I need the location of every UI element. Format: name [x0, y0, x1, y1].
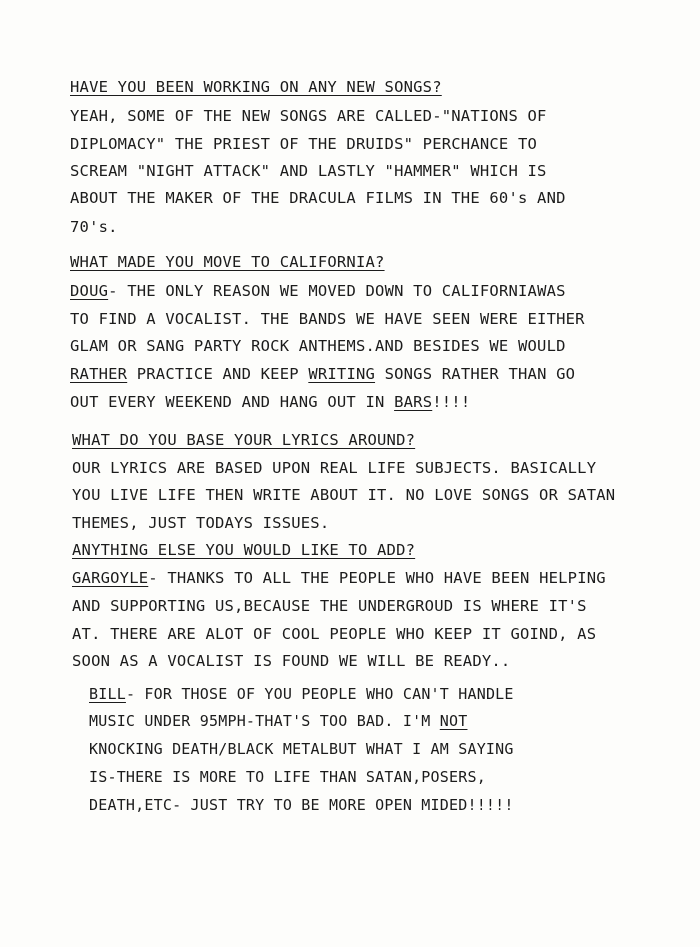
question-anything-else: ANYTHING ELSE YOU WOULD LIKE TO ADD?: [72, 541, 416, 559]
question-lyrics: WHAT DO YOU BASE YOUR LYRICS AROUND?: [72, 431, 416, 449]
answer-line: YOU LIVE LIFE THEN WRITE ABOUT IT. NO LOVE SONGS OR SATAN: [72, 486, 616, 504]
speaker-separator: -: [125, 685, 145, 703]
answer-line: ABOUT THE MAKER OF THE DRACULA FILMS IN THE 60's AND: [70, 189, 566, 207]
answer-text: !!!!: [432, 393, 471, 411]
answer-line: THEMES, JUST TODAYS ISSUES.: [72, 514, 330, 532]
answer-line: GLAM OR SANG PARTY ROCK ANTHEMS.AND BESIDES WE WOULD: [70, 337, 566, 355]
answer-text: PRACTICE AND KEEP: [127, 365, 309, 383]
answer-line: YEAH, SOME OF THE NEW SONGS ARE CALLED-"NATIONS OF: [70, 107, 547, 125]
answer-line: [70, 393, 470, 411]
speaker-separator: -: [148, 569, 168, 587]
answer-line: AT. THERE ARE ALOT OF COOL PEOPLE WHO KEEP IT GOIND, AS: [72, 625, 597, 643]
answer-line: DEATH,ETC- JUST TRY TO BE MORE OPEN MIDED!!!!!: [89, 796, 514, 814]
answer-line: [89, 685, 514, 703]
answer-line: SCREAM "NIGHT ATTACK" AND LASTLY "HAMMER" WHICH IS: [70, 162, 547, 180]
answer-text: FOR THOSE OF YOU PEOPLE WHO CAN'T HANDLE: [144, 685, 514, 703]
answer-text: MUSIC UNDER 95MPH-THAT'S TOO BAD. I'M: [89, 712, 440, 730]
answer-line: OUR LYRICS ARE BASED UPON REAL LIFE SUBJECTS. BASICALLY: [72, 459, 597, 477]
underlined-word: BARS: [394, 393, 433, 411]
underlined-word: RATHER: [70, 365, 128, 383]
answer-text: THANKS TO ALL THE PEOPLE WHO HAVE BEEN HELPING: [167, 569, 606, 587]
answer-line: KNOCKING DEATH/BLACK METALBUT WHAT I AM SAYING: [89, 740, 514, 758]
answer-line: [89, 712, 467, 730]
answer-line: [72, 569, 606, 587]
answer-line: IS-THERE IS MORE TO LIFE THAN SATAN,POSERS,: [89, 768, 486, 786]
answer-line: DIPLOMACY" THE PRIEST OF THE DRUIDS" PERCHANCE TO: [70, 135, 538, 153]
answer-line: SOON AS A VOCALIST IS FOUND WE WILL BE READY..: [72, 652, 511, 670]
speaker-separator: -: [108, 282, 128, 300]
underlined-word: WRITING: [308, 365, 376, 383]
underlined-word: NOT: [439, 712, 468, 730]
answer-text: SONGS RATHER THAN GO: [375, 365, 576, 383]
question-move-california: WHAT MADE YOU MOVE TO CALIFORNIA?: [70, 253, 385, 271]
answer-line: [70, 282, 566, 300]
speaker-gargoyle: GARGOYLE: [72, 569, 149, 587]
answer-line: 70's.: [70, 218, 118, 236]
answer-text: OUT EVERY WEEKEND AND HANG OUT IN: [70, 393, 395, 411]
answer-text: THE ONLY REASON WE MOVED DOWN TO CALIFORNIAWAS: [127, 282, 566, 300]
speaker-bill: BILL: [89, 685, 126, 703]
answer-line: TO FIND A VOCALIST. THE BANDS WE HAVE SEEN WERE EITHER: [70, 310, 585, 328]
answer-line: AND SUPPORTING US,BECAUSE THE UNDERGROUD IS WHERE IT'S: [72, 597, 587, 615]
answer-line: [70, 365, 575, 383]
speaker-doug: DOUG: [70, 282, 109, 300]
question-new-songs: HAVE YOU BEEN WORKING ON ANY NEW SONGS?: [70, 78, 442, 96]
